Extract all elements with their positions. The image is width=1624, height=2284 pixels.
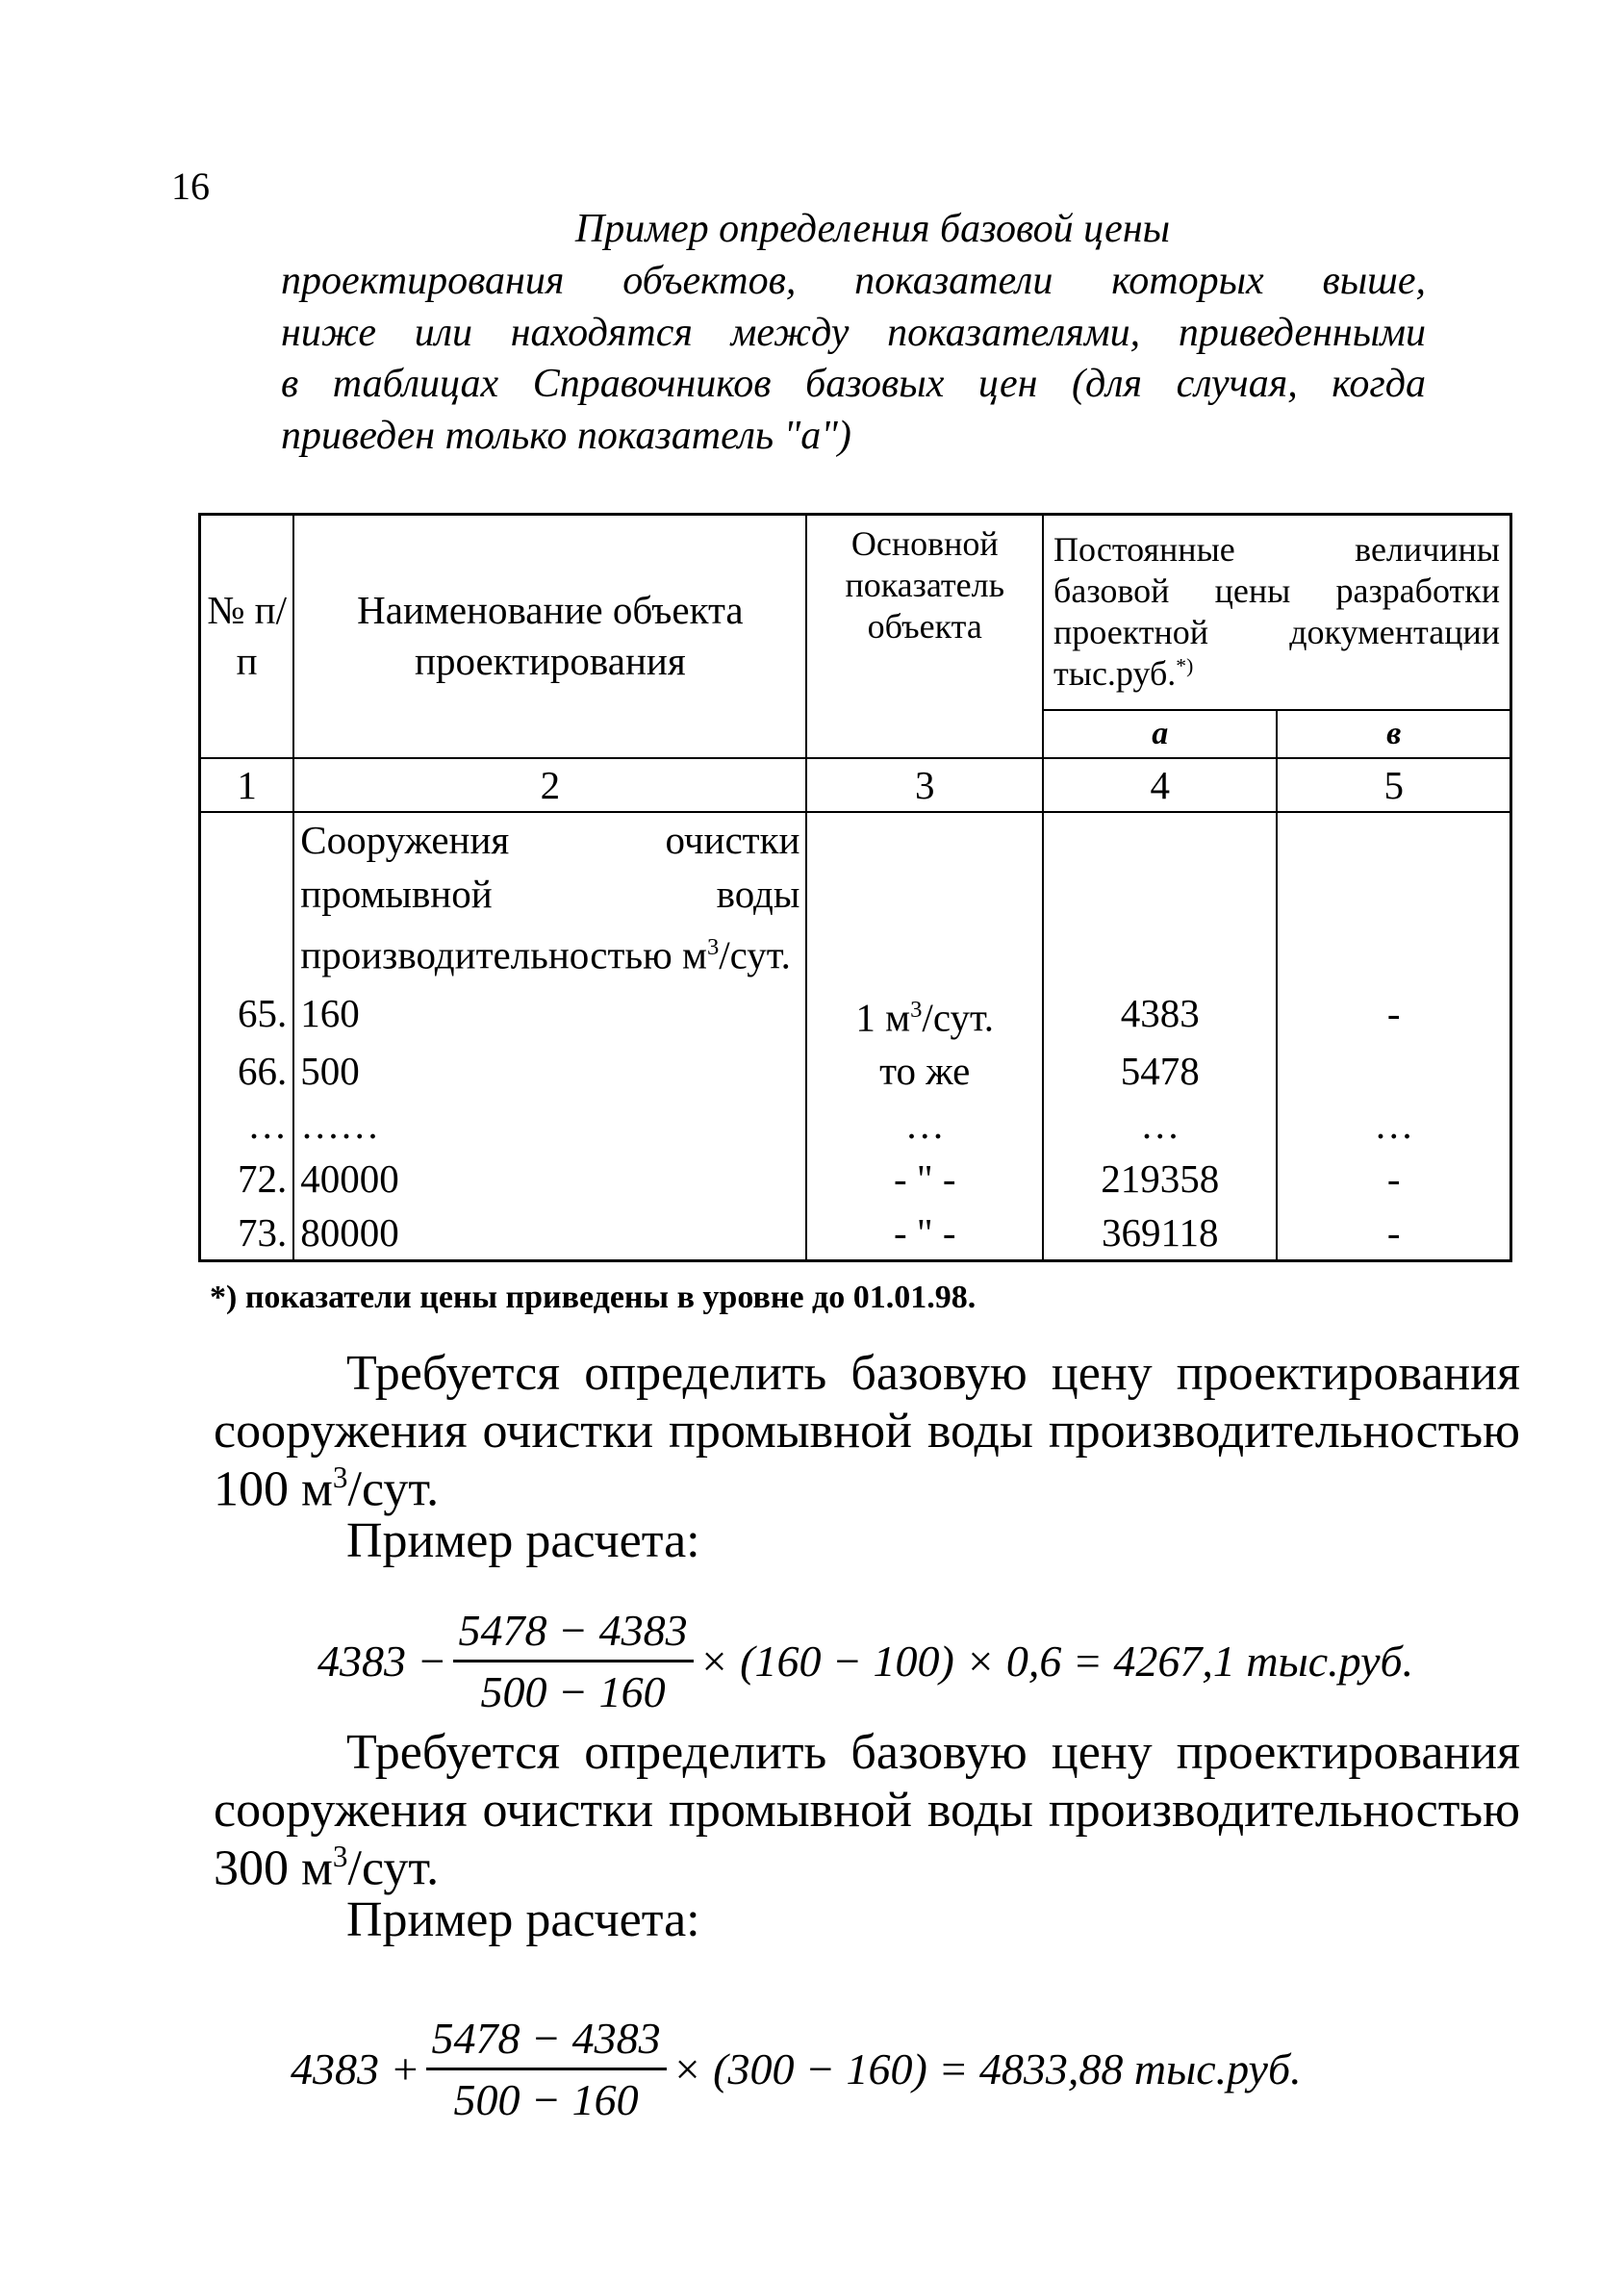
paragraph-task-1-end: /сут.: [347, 1460, 440, 1516]
row-value-a: 4383: [1043, 983, 1277, 1045]
paragraph-task-2-end: /сут.: [347, 1840, 440, 1895]
paragraph-task-1: [214, 1345, 1520, 1518]
table-row: [200, 1152, 1511, 1205]
row-unit: - " -: [806, 1205, 1043, 1261]
formula-1-denominator: 500 − 160: [480, 1667, 666, 1716]
header-object-name: Наименование объекта проектирования: [293, 515, 806, 758]
formula-2: [291, 2013, 1302, 2125]
formula-2-fraction: [426, 2013, 667, 2125]
group-empty-a: [1043, 812, 1277, 983]
table-footnote: *) показатели цены приведены в уровне до 01.01.98.: [210, 1280, 977, 1315]
document-title: [281, 204, 1426, 463]
formula-1-tail: × (160 − 100) × 0,6 = 4267,1 тыс.руб.: [698, 1637, 1414, 1686]
row-unit: то же: [806, 1044, 1043, 1098]
row-value-a: …: [1043, 1098, 1277, 1152]
header-number: № п/п: [200, 515, 294, 758]
table-row: [200, 1205, 1511, 1261]
group-empty-unit: [806, 812, 1043, 983]
paragraph-task-2-text: Требуется определить базовую цену проектирования сооружения очистки промывной воды производительностью 300 м: [214, 1725, 1520, 1895]
row-unit-sup: 3: [910, 996, 923, 1023]
row-number: 65.: [200, 983, 294, 1045]
col-number-3: 3: [806, 758, 1043, 812]
row-value-a: 219358: [1043, 1152, 1277, 1205]
row-unit-text: 1 м: [855, 995, 911, 1040]
row-value-b: -: [1277, 1152, 1510, 1205]
formula-2-tail: × (300 − 160) = 4833,88 тыс.руб.: [672, 2044, 1302, 2094]
header-constant-values: [1043, 515, 1510, 710]
table-row: [200, 983, 1511, 1045]
row-name: 500: [293, 1044, 806, 1098]
group-empty-b: [1277, 812, 1510, 983]
title-line-5: приведен только показатель "а"): [281, 414, 851, 458]
row-number: 72.: [200, 1152, 294, 1205]
header-sub-b: в: [1277, 710, 1510, 758]
page-number: 16: [171, 165, 210, 208]
example-heading-2: Пример расчета:: [346, 1892, 700, 1947]
row-unit-end: /сут.: [922, 995, 995, 1040]
group-title: [293, 812, 806, 983]
row-value-a: 369118: [1043, 1205, 1277, 1261]
row-value-b: …: [1277, 1098, 1510, 1152]
formula-1-lead: 4383 −: [317, 1637, 447, 1686]
formula-1: [317, 1605, 1413, 1717]
row-unit: - " -: [806, 1152, 1043, 1205]
group-title-end: /сут.: [719, 932, 791, 977]
header-footnote-mark: *): [1176, 654, 1194, 678]
row-name: 80000: [293, 1205, 806, 1261]
paragraph-task-2: [214, 1724, 1520, 1897]
title-line-1: Пример определения базовой цены: [574, 207, 1171, 251]
formula-2-lead: 4383 +: [291, 2044, 420, 2094]
group-empty-no: [200, 812, 294, 983]
row-unit: [806, 983, 1043, 1045]
title-line-4: в таблицах Справочников базовых цен (для случая, когда: [281, 362, 1426, 407]
row-value-b: -: [1277, 983, 1510, 1045]
formula-2-numerator: 5478 − 4383: [431, 2014, 661, 2063]
row-unit: …: [806, 1098, 1043, 1152]
header-constant-values-text: Постоянные величины базовой цены разработки проектной документации тыс.руб.: [1053, 529, 1500, 694]
paragraph-task-1-sup: 3: [332, 1459, 348, 1494]
col-number-4: 4: [1043, 758, 1277, 812]
col-number-1: 1: [200, 758, 294, 812]
price-table: [198, 513, 1512, 1262]
row-value-b: [1277, 1044, 1510, 1098]
row-number: …: [200, 1098, 294, 1152]
table-row: [200, 1044, 1511, 1098]
formula-1-numerator: 5478 − 4383: [458, 1606, 688, 1655]
col-number-2: 2: [293, 758, 806, 812]
paragraph-task-1-text: Требуется определить базовую цену проектирования сооружения очистки промывной воды производительностью 100 м: [214, 1346, 1520, 1516]
group-title-text: Сооружения очистки промывной воды производительностью м: [300, 817, 800, 977]
row-number: 73.: [200, 1205, 294, 1261]
title-line-3: ниже или находятся между показателями, приведенными: [281, 310, 1426, 355]
header-sub-a: а: [1043, 710, 1277, 758]
paragraph-task-2-sup: 3: [332, 1839, 348, 1873]
group-title-sup: 3: [706, 933, 720, 960]
title-line-2: проектирования объектов, показатели которых выше,: [281, 258, 1426, 303]
row-number: 66.: [200, 1044, 294, 1098]
table-row: [200, 1098, 1511, 1152]
row-name: ……: [293, 1098, 806, 1152]
row-name: 160: [293, 983, 806, 1045]
example-heading-1: Пример расчета:: [346, 1513, 700, 1568]
row-name: 40000: [293, 1152, 806, 1205]
formula-1-fraction: [453, 1605, 694, 1717]
col-number-5: 5: [1277, 758, 1510, 812]
formula-2-denominator: 500 − 160: [453, 2075, 639, 2124]
row-value-a: 5478: [1043, 1044, 1277, 1098]
header-main-indicator: Основной показатель объекта: [806, 515, 1043, 758]
row-value-b: -: [1277, 1205, 1510, 1261]
